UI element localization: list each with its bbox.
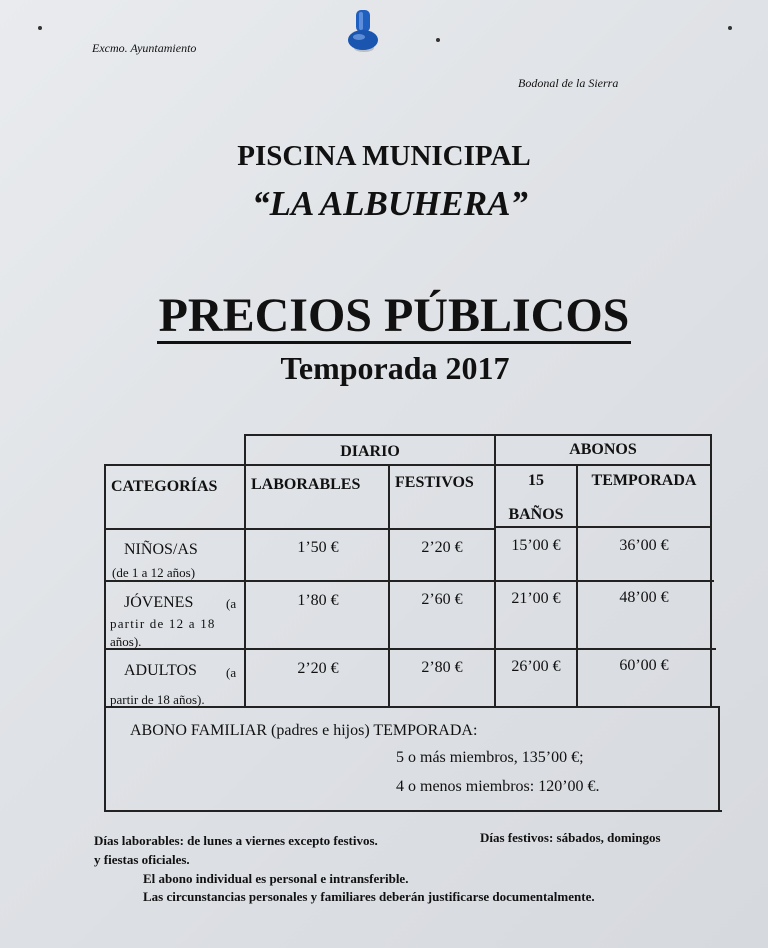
- note-festivos: Días festivos: sábados, domingos: [480, 830, 661, 845]
- page-title: [0, 288, 768, 344]
- familiar-line1: 5 o más miembros, 135’00 €;: [396, 749, 584, 766]
- row-jovenes-temporada: 48’00 €: [619, 589, 669, 606]
- table-rule: [710, 434, 712, 708]
- note-circunstancias: Las circunstancias personales y familiares deberán justificarse documentalmente.: [143, 889, 595, 904]
- header-laborables: LABORABLES: [251, 476, 361, 493]
- header-temporada: TEMPORADA: [591, 472, 697, 489]
- table-rule: [718, 706, 720, 812]
- row-jovenes-ages-a: (a: [226, 596, 237, 611]
- header-banos-number: 15: [528, 472, 544, 489]
- push-pin-icon: [344, 8, 380, 56]
- season-subtitle: Temporada 2017: [280, 350, 510, 386]
- row-ninos-banos: 15’00 €: [511, 537, 561, 554]
- familiar-title: ABONO FAMILIAR (padres e hijos) TEMPORADA:: [130, 722, 478, 739]
- table-rule: [104, 528, 496, 530]
- row-ninos-category: NIÑOS/AS: [124, 541, 198, 558]
- table-rule: [104, 464, 106, 812]
- row-adultos-ages: partir de 18 años).: [110, 692, 205, 707]
- page-title-text: PRECIOS PÚBLICOS: [157, 291, 632, 344]
- row-adultos-festivos: 2’80 €: [421, 659, 463, 676]
- row-jovenes-ages-end: años).: [110, 634, 142, 649]
- row-ninos-temporada: 36’00 €: [619, 537, 669, 554]
- table-rule: [104, 464, 712, 466]
- title-facility: PISCINA MUNICIPAL: [237, 140, 531, 172]
- table-rule: [244, 434, 710, 436]
- wall-speck: [728, 26, 732, 30]
- note-festivos-cont: y fiestas oficiales.: [94, 852, 190, 867]
- row-ninos-ages: (de 1 a 12 años): [112, 565, 196, 580]
- header-town: Bodonal de la Sierra: [518, 76, 619, 90]
- row-adultos-temporada: 60’00 €: [619, 657, 669, 674]
- header-festivos: FESTIVOS: [395, 474, 474, 491]
- row-jovenes-banos: 21’00 €: [511, 590, 561, 607]
- row-adultos-ages-a: (a: [226, 665, 237, 680]
- row-jovenes-ages: partir de 12 a 18: [110, 616, 216, 631]
- row-ninos-festivos: 2’20 €: [421, 539, 463, 556]
- header-diario: DIARIO: [340, 443, 400, 460]
- header-abonos: ABONOS: [569, 441, 637, 458]
- row-adultos-banos: 26’00 €: [511, 658, 561, 675]
- note-abono: El abono individual es personal e intransferible.: [143, 871, 409, 886]
- wall-speck: [436, 38, 440, 42]
- row-jovenes-category: JÓVENES: [124, 594, 194, 611]
- row-adultos-laborables: 2’20 €: [297, 660, 339, 677]
- header-categorias: CATEGORÍAS: [111, 478, 218, 495]
- title-pool-name: “LA ALBUHERA”: [252, 184, 528, 223]
- wall-speck: [38, 26, 42, 30]
- note-laborables: Días laborables: de lunes a viernes excepto festivos.: [94, 833, 378, 848]
- header-banos-label: BAÑOS: [508, 506, 564, 523]
- table-rule: [496, 526, 712, 528]
- row-ninos-laborables: 1’50 €: [297, 539, 339, 556]
- table-rule: [104, 648, 716, 650]
- header-municipality: Excmo. Ayuntamiento: [92, 41, 197, 55]
- row-jovenes-laborables: 1’80 €: [297, 592, 339, 609]
- table-rule: [104, 810, 722, 812]
- table-rule: [104, 580, 714, 582]
- familiar-line2: 4 o menos miembros: 120’00 €.: [396, 778, 600, 795]
- row-jovenes-festivos: 2’60 €: [421, 591, 463, 608]
- row-adultos-category: ADULTOS: [124, 662, 197, 679]
